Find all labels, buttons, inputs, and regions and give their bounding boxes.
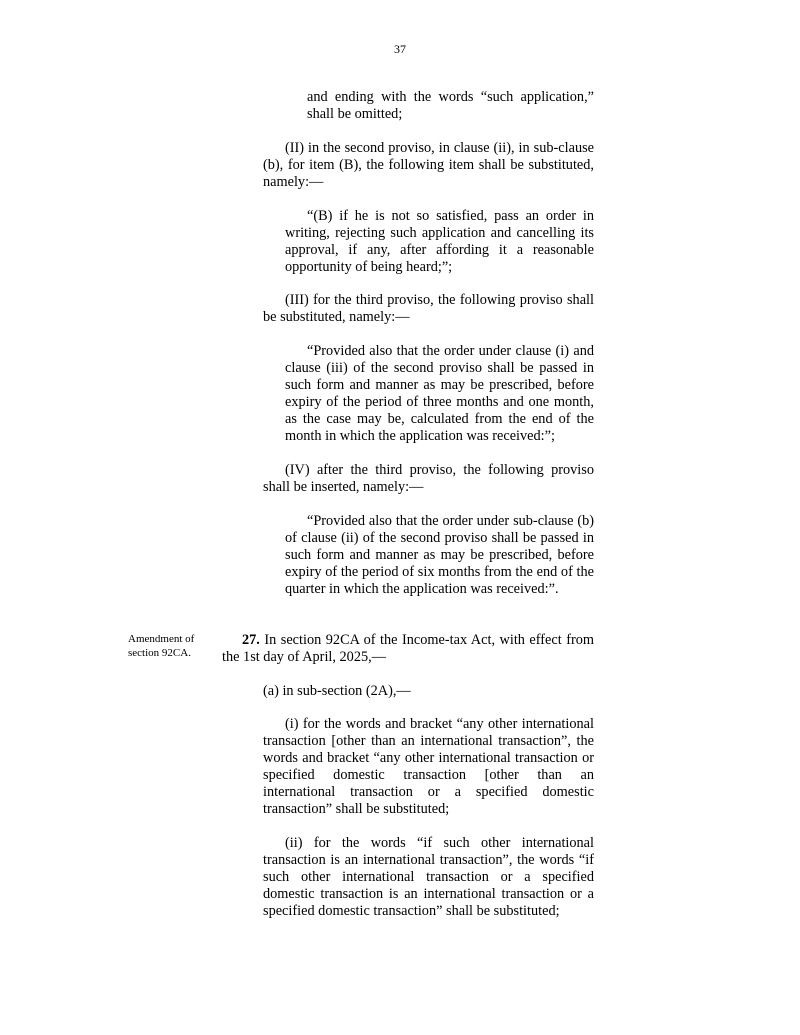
- section-27: [222, 632, 594, 666]
- section-number: 27.: [242, 632, 260, 648]
- margin-note: [128, 632, 214, 660]
- margin-note-line: section 92CA.: [128, 647, 191, 659]
- quoted-item-B: “(B) if he is not so satisfied, pass an order in writing, rejecting such application and cancelling its approval, if any, after affording it a reasonable opportunity of being heard;”;: [285, 208, 594, 275]
- section-text: In section 92CA of the Income-tax Act, with effect from the 1st day of April, 2025,—: [222, 632, 594, 665]
- amendment-clause-IV: (IV) after the third proviso, the following proviso shall be inserted, namely:—: [263, 462, 594, 495]
- quoted-proviso-new: “Provided also that the order under sub-clause (b) of clause (ii) of the second proviso shall be passed in such form and manner as may be prescribed, before expiry of the period of six months from the end of the quarter in which the application was received:”.: [285, 513, 594, 597]
- text-continuation: and ending with the words “such application,” shall be omitted;: [307, 89, 594, 122]
- amendment-clause-III: (III) for the third proviso, the following proviso shall be substituted, namely:—: [263, 292, 594, 325]
- quoted-proviso-third: “Provided also that the order under clause (i) and clause (iii) of the second proviso shall be passed in such form and manner as may be prescribed, before expiry of the period of three months and one month, as the case may be, calculated from the end of the month in which the application was received:”;: [285, 343, 594, 444]
- sub-clause-i: (i) for the words and bracket “any other international transaction [other than an international transaction”, the words and bracket “any other international transaction or specified domestic transaction [other than an international transaction or a specified domestic transaction” shall be substituted;: [263, 716, 594, 817]
- sub-clause-ii: (ii) for the words “if such other international transaction is an international transaction”, the words “if such other international transaction or a specified domestic transaction is an international transaction or a specified domestic transaction” shall be substituted;: [263, 835, 594, 919]
- page-number: 37: [394, 42, 406, 56]
- margin-note-line: Amendment of: [128, 633, 195, 645]
- sub-section-a: (a) in sub-section (2A),—: [263, 683, 411, 699]
- amendment-clause-II: (II) in the second proviso, in clause (ii), in sub-clause (b), for item (B), the following item shall be substituted, namely:—: [263, 140, 594, 190]
